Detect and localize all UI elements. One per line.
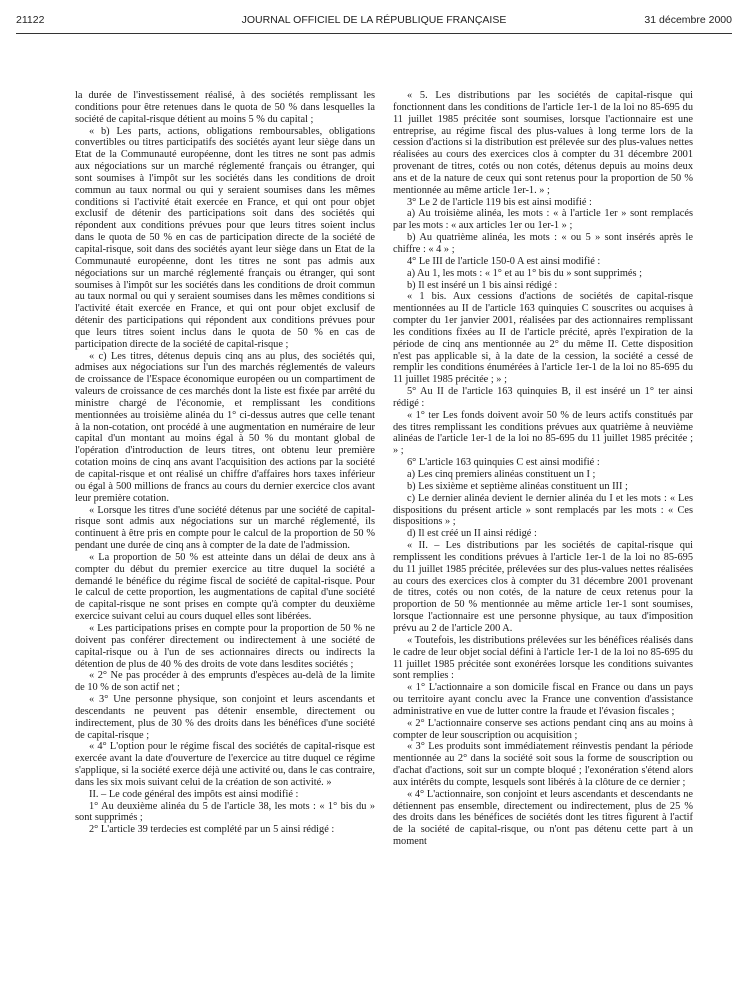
paragraph: « Lorsque les titres d'une société détenus par une société de capital-risque sont admis aux négociations sur un marché réglementé, ils continuent à être pris en compte pour le calcul de la proportion de 50 % pendant une durée de cinq ans à compter de la date de l'admission. <box>75 504 375 552</box>
paragraph: « La proportion de 50 % est atteinte dans un délai de deux ans à compter du début du premier exercice au titre duquel la société a demandé le bénéfice du régime fiscal de société de capital-risque. Pour le calcul de cette proportion, les augmentations de capital d'une société de capital-risque ne sont prises en compte qu'à compter du deuxième exercice suivant celui au cours duquel elles sont libérées. <box>75 551 375 623</box>
paragraph: « b) Les parts, actions, obligations remboursables, obligations convertibles ou titres participatifs des sociétés ayant leur siège dans un Etat de la Communauté européenne, dont les titres ne sont pas admis aux négociations sur un marché réglementé français ou étranger, qui sont soumises à l'impôt sur les sociétés dans les conditions de droit commun au taux normal ou qui y seraient soumises dans les mêmes conditions si l'activité était exercée en France, et qui ont pour objet exclusif de détenir des participations soit dans des sociétés qui répondent aux conditions prévues pour que leurs titres soient inclus dans le quota de 50 % en cas de participation directe de la société de capital-risque, soit dans des sociétés ayant leur siège dans un Etat de la Communauté européenne, dont les titres ne sont pas admis aux négociations sur un marché réglementé français ou étranger, qui sont soumises à l'impôt sur les sociétés dans les conditions de droit commun au taux normal ou qui y seraient soumises dans les mêmes conditions si l'activité était exercée en France, et qui ont pour objet exclusif de détenir des participations qui répondent aux conditions prévues pour que leurs titres soient inclus dans le quota de 50 % en cas de participation directe de la société de capital-risque ; <box>75 125 375 350</box>
paragraph: 1° Au deuxième alinéa du 5 de l'article 38, les mots : « 1° bis du » sont supprimés ; <box>75 800 375 824</box>
paragraph: « c) Les titres, détenus depuis cinq ans au plus, des sociétés qui, admises aux négociations sur l'un des marchés réglementés de valeurs de croissance de l'Espace économique européen ou un compartiment de valeurs de croissance de ces marchés dont la liste est fixée par arrêté du ministre chargé de l'économie, et remplissant les conditions mentionnées au troisième alinéa du 1° ci-dessus autres que celle tenant à la non-cotation, ont procédé à une augmentation en numéraire de leur capital d'un montant au moins égal à 50 % du montant global de l'opération d'introduction de leurs titres, ont obtenu leur première cotation moins de cinq ans avant l'acquisition des actions par la société de capital-risque et ont réalisé un chiffre d'affaires hors taxes inférieur ou égal à 500 millions de francs au cours du dernier exercice clos avant leur première cotation. <box>75 350 375 504</box>
paragraph: a) Les cinq premiers alinéas constituent un I ; <box>407 469 596 480</box>
paragraph: II. – Le code général des impôts est ainsi modifié : <box>89 788 299 800</box>
paragraph: « II. – Les distributions par les sociétés de capital-risque qui remplissent les conditions prévues à l'article 1er-1 de la loi no 85-695 du 11 juillet 1985 précitée, prélevées sur des plus-values nettes réalisées au cours des exercices clos à compter du 31 décembre 2001 provenant de titres, cotés ou non cotés, de la nature de ceux retenus pour la proportion de 50 % mentionnée au même article 1er-1 sont soumises, lorsque l'actionnaire est une personne physique, au taux d'imposition prévu au 2 de l'article 200 A. <box>393 540 693 634</box>
header-rule <box>16 33 732 34</box>
paragraph: « 3° Une personne physique, son conjoint et leurs ascendants et descendants ne peuvent pas détenir ensemble, directement ou indirectement, plus de 30 % des droits dans les bénéfices d'une société de capital-risque ; <box>75 694 375 741</box>
paragraph: « 2° Ne pas procéder à des emprunts d'espèces au-delà de la limite de 10 % de son actif net ; <box>75 670 375 694</box>
paragraph: « 2° L'actionnaire conserve ses actions pendant cinq ans au moins à compter de leur souscription ou acquisition ; <box>393 717 693 741</box>
paragraph: 5° Au II de l'article 163 quinquies B, il est inséré un 1° ter ainsi rédigé : <box>393 386 693 409</box>
paragraph: « 1° ter Les fonds doivent avoir 50 % de leurs actifs constitués par des titres remplissant les conditions prévues aux quatrième à neuvième alinéas de l'article 1er-1 de la loi no 85-695 du 11 juillet 1985 précitée ; » ; <box>393 409 693 457</box>
paragraph: c) Le dernier alinéa devient le dernier alinéa du I et les mots : « Les dispositions du présent article » sont remplacés par les mots : « Ces dispositions » ; <box>393 492 693 528</box>
paragraph: b) Au quatrième alinéa, les mots : « ou 5 » sont insérés après le chiffre : « 4 » ; <box>393 232 693 255</box>
paragraph: « 1 bis. Aux cessions d'actions de sociétés de capital-risque mentionnées au II de l'article 163 quinquies C souscrites ou acquises à compter du 1er janvier 2001, réalisées par des actionnaires remplissant les conditions fixées au II de l'article précité, après l'expiration de la période de cinq ans mentionnée au 2° du même II. Cette disposition n'est pas applicable si, à la date de la cession, la société a cessé de remplir les conditions énumérées à l'article 1er-1 de la loi no 85-695 du 11 juillet 1985 précitée ; » ; <box>393 291 693 386</box>
paragraph: 4° Le III de l'article 150-0 A est ainsi modifié : <box>407 255 601 267</box>
journal-title: JOURNAL OFFICIEL DE LA RÉPUBLIQUE FRANÇAISE <box>241 14 507 26</box>
paragraph: d) Il est créé un II ainsi rédigé : <box>407 528 537 540</box>
paragraph: a) Au 1, les mots : « 1° et au 1° bis du » sont supprimés ; <box>407 267 642 279</box>
paragraph: 6° L'article 163 quinquies C est ainsi modifié : <box>407 457 600 469</box>
paragraph: 3° Le 2 de l'article 119 bis est ainsi modifié : <box>407 196 592 208</box>
paragraph: b) Les sixième et septième alinéas constituent un III ; <box>407 480 628 492</box>
paragraph: « 4° L'actionnaire, son conjoint et leurs ascendants et descendants ne détiennent pas ensemble, directement ou indirectement, plus de 25 % des droits dans les bénéfices de sociétés dont les titres figurent à l'actif de la société de capital-risque, ou n'ont pas détenu cette part à un moment <box>393 788 693 848</box>
paragraph: « Toutefois, les distributions prélevées sur les bénéfices réalisés dans le cadre de leur objet social défini à l'article 1er-1 de la loi no 85-695 du 11 juillet 1985 précitée sont exonérées lorsque les conditions suivantes sont remplies : <box>393 634 693 682</box>
left-column <box>75 90 375 980</box>
issue-date: 31 décembre 2000 <box>644 14 732 26</box>
paragraph: 2° L'article 39 terdecies est complété par un 5 ainsi rédigé : <box>89 824 335 836</box>
right-column <box>393 90 693 980</box>
paragraph: « 5. Les distributions par les sociétés de capital-risque qui fonctionnent dans les conditions de l'article 1er-1 de la loi no 85-695 du 11 juillet 1985 précitée sont soumises, lorsque l'actionnaire est une entreprise, au régime fiscal des plus-values à long terme lors de la cession d'actions si la distribution est prélevée sur des plus-values nettes réalisées au cours des exercices clos à compter du 31 décembre 2001 provenant de titres, cotés ou non cotés, détenus depuis au moins deux ans et de la nature de ceux qui sont retenus pour la proportion de 50 % mentionnée au même article 1er-1. » ; <box>393 90 693 196</box>
paragraph: « 3° Les produits sont immédiatement réinvestis pendant la période mentionnée au 2° dans la société soit sous la forme de souscription ou d'achat d'actions, soit sur un compte bloqué ; l'exonération s'étend alors aux intérêts du compte, lesquels sont libérés à la clôture de ce dernier ; <box>393 741 693 788</box>
paragraph: la durée de l'investissement réalisé, à des sociétés remplissant les conditions pour être retenues dans le quota de 50 % dans lesquelles la société de capital-risque détient au moins 5 % du capital ; <box>75 90 375 125</box>
paragraph: « Les participations prises en compte pour la proportion de 50 % ne doivent pas conférer directement ou indirectement à une société de capital-risque ou à l'un de ses actionnaires directs ou indirects la détention de plus de 40 % des droits de vote dans lesdites sociétés ; <box>75 622 375 670</box>
page-header <box>16 14 732 30</box>
page-number: 21122 <box>16 14 45 26</box>
paragraph: « 1° L'actionnaire a son domicile fiscal en France ou dans un pays ou territoire ayant conclu avec la France une convention d'assistance administrative en vue de lutter contre la fraude et l'évasion fiscales ; <box>393 682 693 717</box>
paragraph: b) Il est inséré un 1 bis ainsi rédigé : <box>407 279 558 291</box>
paragraph: a) Au troisième alinéa, les mots : « à l'article 1er » sont remplacés par les mots : « aux articles 1er ou 1er-1 » ; <box>393 208 693 232</box>
paragraph: « 4° L'option pour le régime fiscal des sociétés de capital-risque est exercée avant la date d'ouverture de l'exercice au titre duquel ce régime s'applique, si la société exerce déjà une activité ou, dans le cas contraire, dans les six mois suivant celui de la création de son activité. » <box>75 741 375 788</box>
